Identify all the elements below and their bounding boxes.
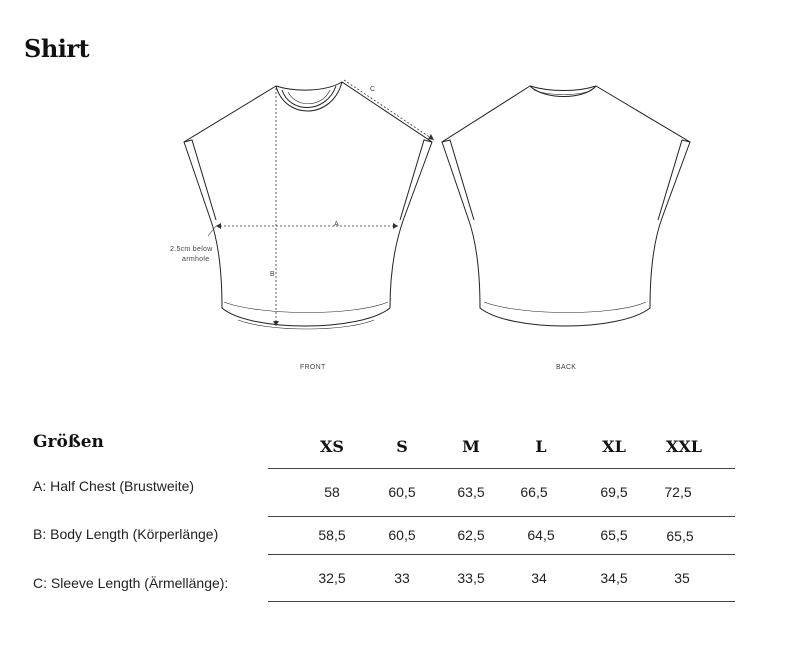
cell-sleeve-l: 34 [531,570,547,586]
measure-a-label: A [334,221,339,228]
back-label: BACK [556,364,577,371]
size-header-l: L [535,437,547,456]
cell-chest-s: 60,5 [388,484,416,500]
back-shirt-outline [442,86,690,326]
cell-body-xxl: 65,5 [666,528,694,544]
cell-sleeve-m: 33,5 [457,570,485,586]
cell-chest-xxl: 72,5 [664,484,692,500]
shirt-technical-drawing [160,70,720,390]
size-header-s: S [396,437,408,456]
row-label-sleeve-length: C: Sleeve Length (Ärmellänge): [33,575,229,591]
cell-body-m: 62,5 [457,527,485,543]
cell-sleeve-xs: 32,5 [318,570,346,586]
cell-body-xl: 65,5 [600,527,628,543]
cell-chest-xl: 69,5 [600,484,628,500]
armhole-note-line1: 2.5cm below [170,246,213,253]
measure-b-label: B [270,271,275,278]
size-header-m: M [462,437,480,456]
table-rule-top [268,468,735,469]
page-title: Shirt [24,34,90,63]
row-label-body-length: B: Body Length (Körperlänge) [33,526,219,542]
size-header-xxl: XXL [665,437,703,456]
size-header-xl: XL [602,437,626,456]
cell-body-xs: 58,5 [318,527,346,543]
cell-sleeve-xxl: 35 [674,570,690,586]
armhole-note-line2: armhole [182,256,210,263]
sizes-heading: Größen [33,432,104,452]
front-shirt-outline [184,82,432,326]
cell-sleeve-xl: 34,5 [600,570,628,586]
shirt-diagram [160,70,720,390]
cell-body-s: 60,5 [388,527,416,543]
front-label: FRONT [300,364,326,371]
table-rule-bottom [268,601,735,602]
size-header-xs: XS [320,437,344,456]
cell-chest-m: 63,5 [457,484,485,500]
row-label-half-chest: A: Half Chest (Brustweite) [33,478,195,494]
cell-sleeve-s: 33 [394,570,410,586]
cell-body-l: 64,5 [527,527,555,543]
measure-c-line [344,80,434,140]
measure-c-label: C [370,86,376,93]
table-rule-1 [268,516,735,517]
table-rule-2 [268,554,735,555]
cell-chest-l: 66,5 [520,484,548,500]
cell-chest-xs: 58 [324,484,340,500]
